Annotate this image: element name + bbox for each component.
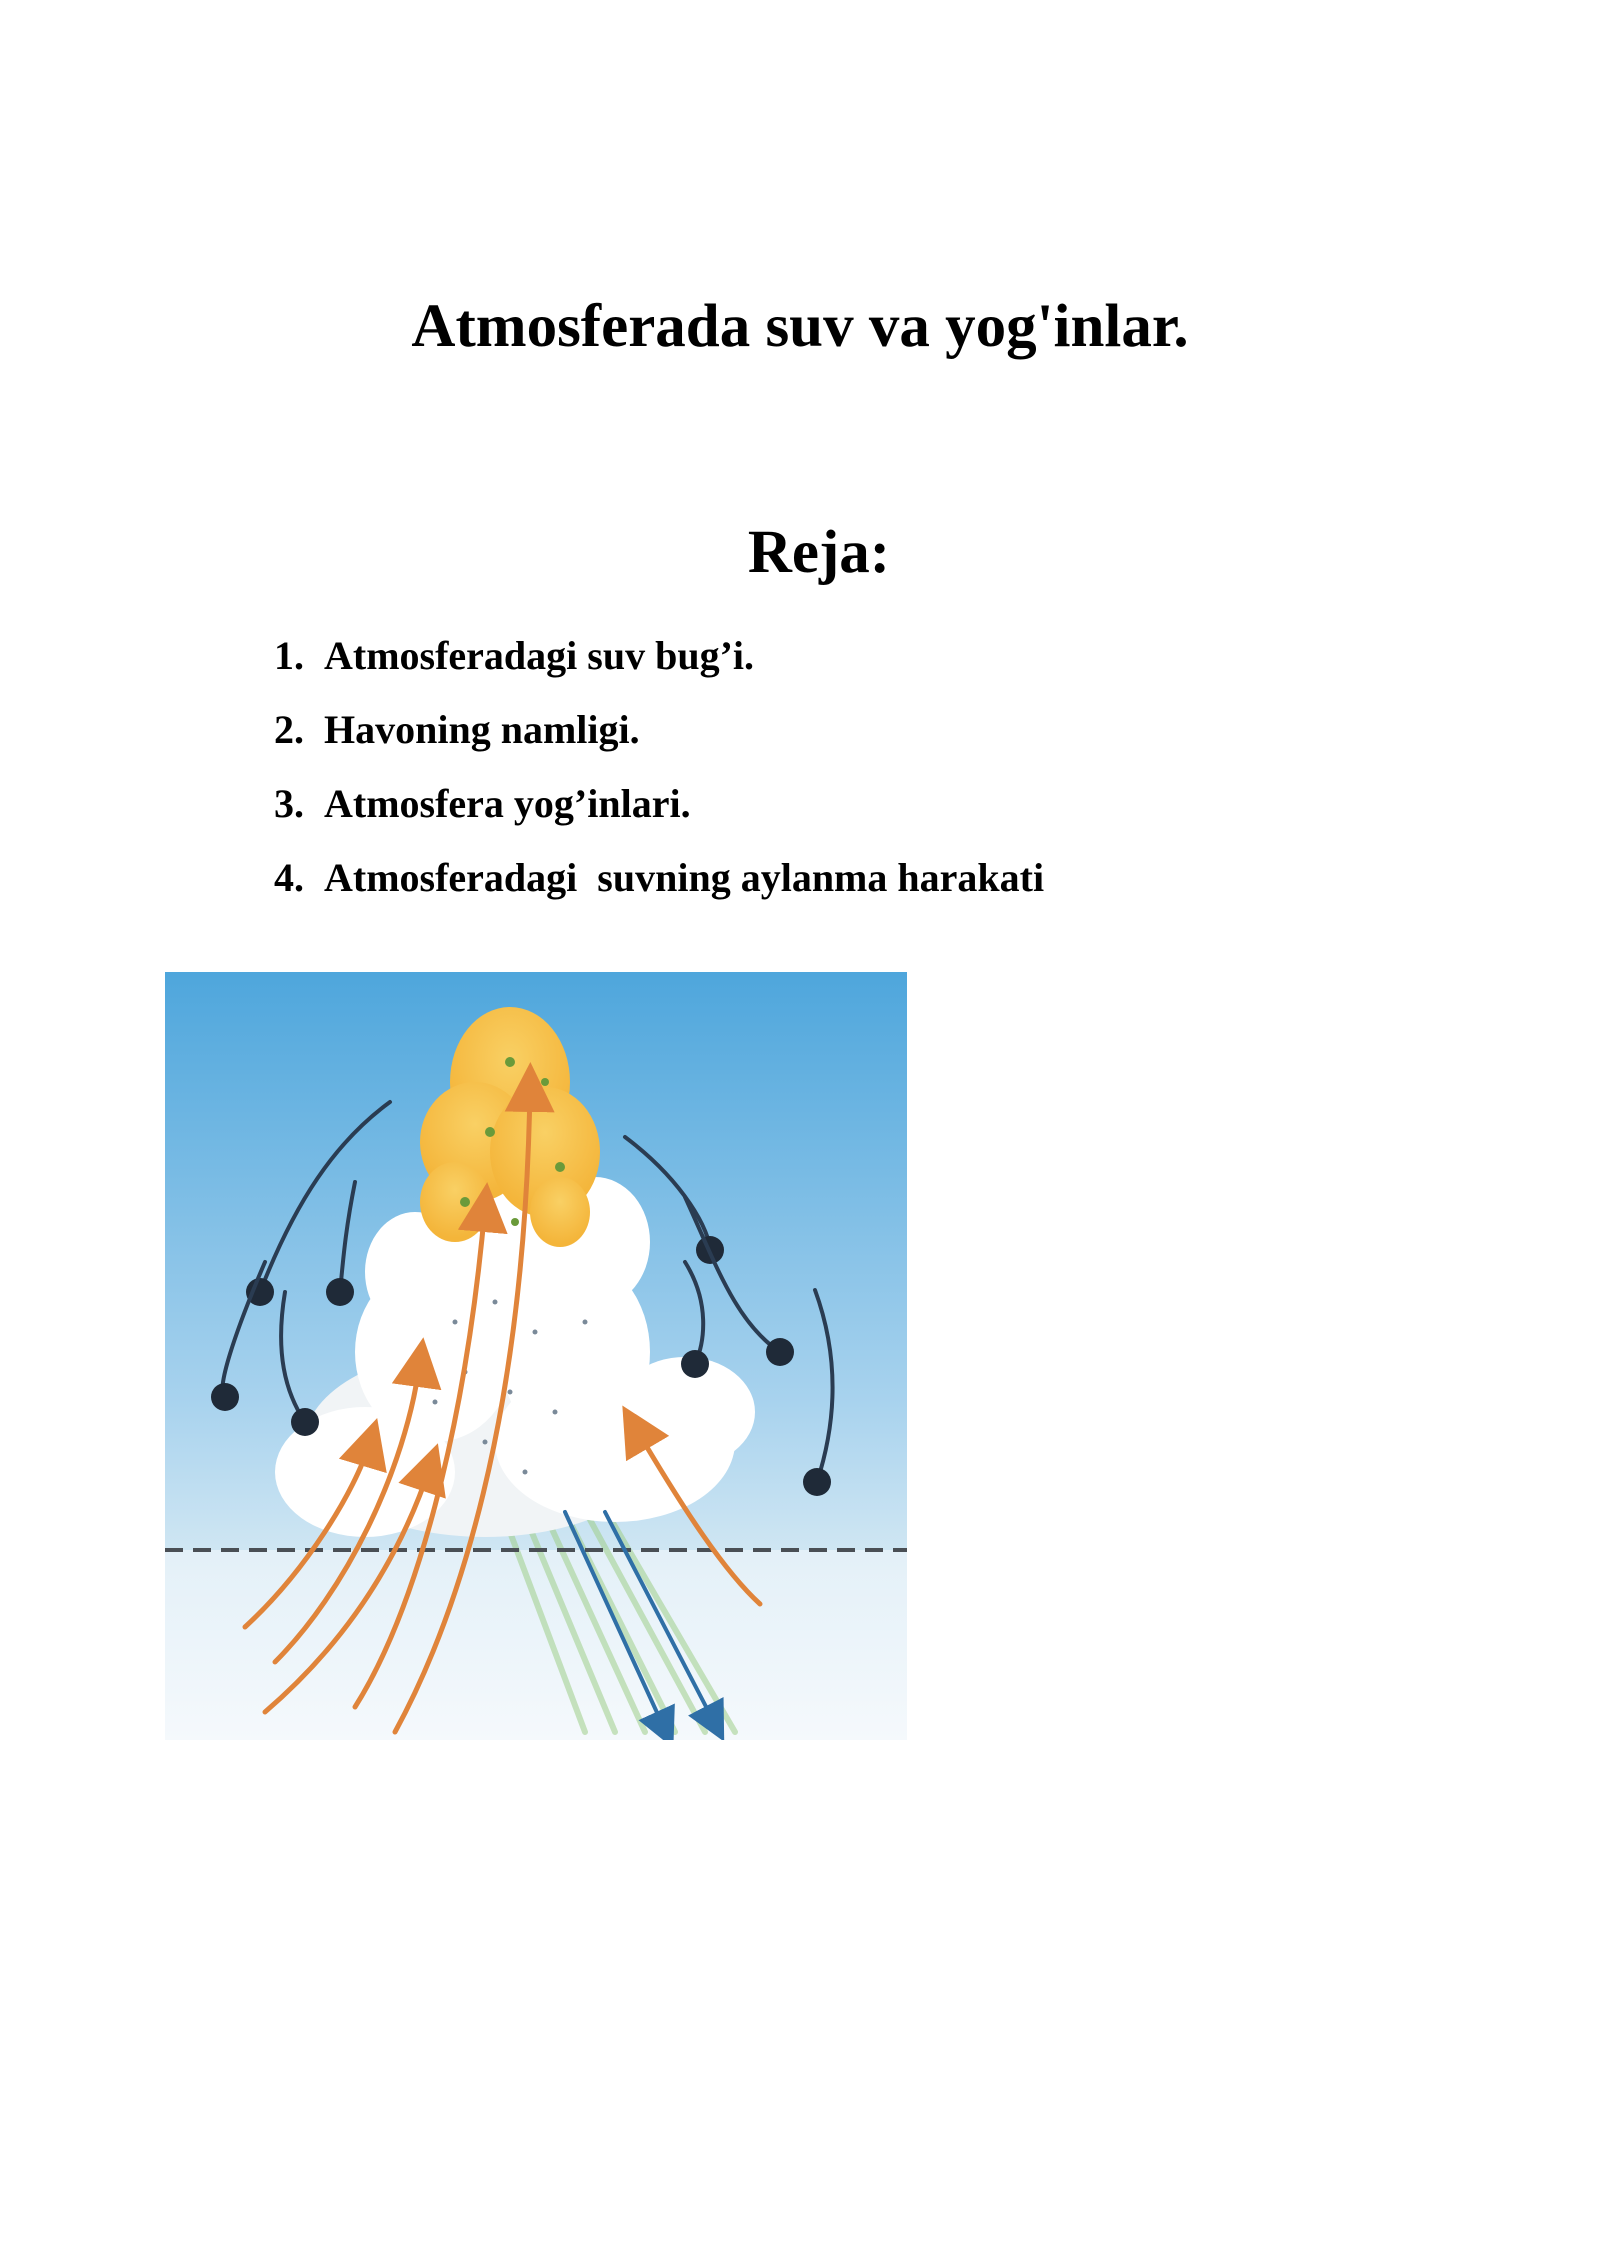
list-item xyxy=(274,702,1044,776)
cloud-convection-figure xyxy=(165,972,907,1740)
list-item-text: Atmosfera yog’inlari. xyxy=(324,781,691,826)
list-item-text: Atmosferadagi suvning aylanma harakati xyxy=(324,855,1045,900)
cumulus-cloud-illustration xyxy=(165,972,907,1740)
page-title: Atmosferada suv va yog'inlar. xyxy=(411,293,1189,360)
list-item xyxy=(274,628,1044,702)
list-item-text: Atmosferadagi suv bug’i. xyxy=(324,633,755,678)
plan-heading: Reja: xyxy=(747,519,891,586)
list-item-number: 1. xyxy=(274,633,304,678)
list-item-number: 2. xyxy=(274,707,304,752)
plan-list xyxy=(274,628,1044,924)
list-item-number: 4. xyxy=(274,855,304,900)
ground-background xyxy=(165,1550,907,1740)
list-item-text: Havoning namligi. xyxy=(324,707,640,752)
list-item xyxy=(274,776,1044,850)
list-item-number: 3. xyxy=(274,781,304,826)
list-item xyxy=(274,850,1044,924)
